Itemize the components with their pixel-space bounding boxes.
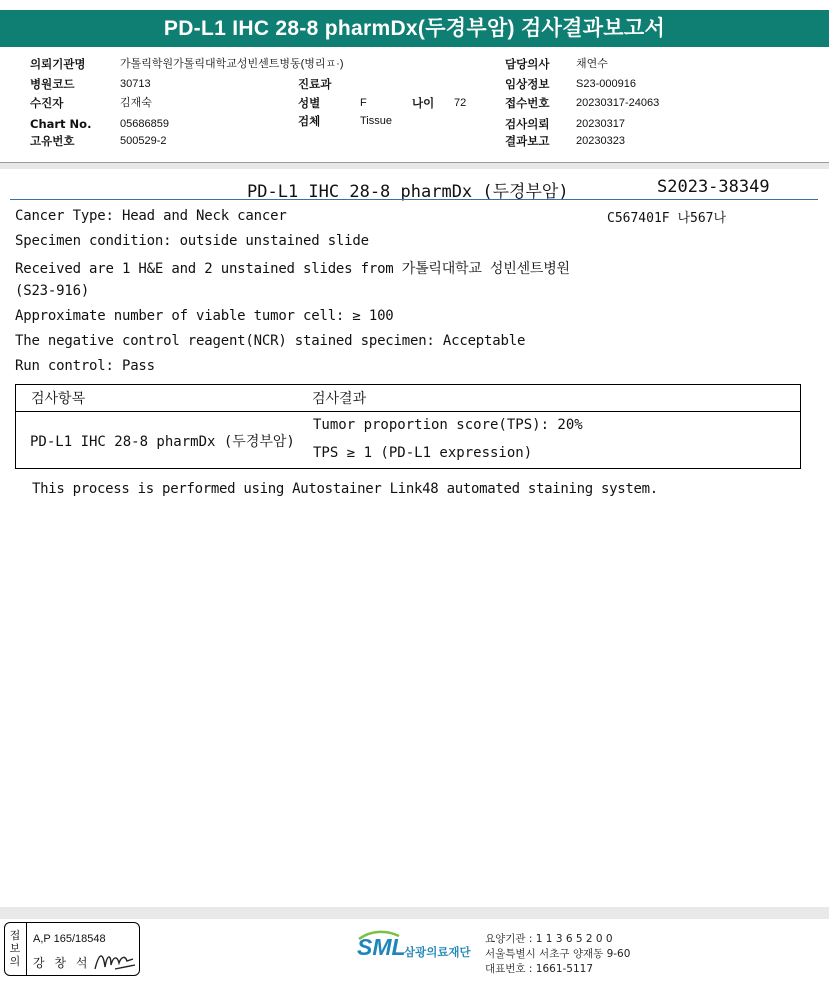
- table-result-expression: TPS ≥ 1 (PD-L1 expression): [313, 445, 533, 461]
- table-header-divider: [16, 411, 800, 412]
- institution-value: 가톨릭학원가톨릭대학교성빈센트병동(병리ㅍ·): [120, 58, 344, 70]
- table-result-tps: Tumor proportion score(TPS): 20%: [313, 417, 583, 433]
- receipt-no-label: 접수번호: [505, 96, 550, 110]
- stamp-separator: [26, 923, 27, 975]
- phone-number: 대표번호 : 1661-5117: [485, 963, 594, 975]
- specimen-label: 검체: [298, 114, 321, 128]
- receipt-no-value: 20230317-24063: [576, 97, 660, 109]
- table-header-result: 검사결과: [312, 391, 367, 407]
- received-line: Received are 1 H&E and 2 unstained slides from 가톨릭대학교 성빈센트병원: [15, 261, 570, 277]
- tumor-cell-line: Approximate number of viable tumor cell: ≥ 100: [15, 308, 394, 324]
- specimen-condition-line: Specimen condition: outside unstained slide: [15, 233, 369, 249]
- sex-value: F: [360, 97, 367, 109]
- age-value: 72: [454, 97, 467, 109]
- doctor-label: 담당의사: [505, 57, 550, 71]
- ncr-line: The negative control reagent(NCR) stained specimen: Acceptable: [15, 333, 526, 349]
- signature-icon: [93, 947, 137, 973]
- cancer-type-line: Cancer Type: Head and Neck cancer: [15, 208, 287, 224]
- process-note: This process is performed using Autostainer Link48 automated staining system.: [32, 481, 658, 497]
- address: 서울특별시 서초구 양재동 9-60: [485, 948, 631, 960]
- patient-label: 수진자: [30, 96, 64, 110]
- title-underline: [10, 199, 818, 200]
- institution-code: 요양기관 : 1 1 3 6 5 2 0 0: [485, 933, 613, 945]
- run-control-line: Run control: Pass: [15, 358, 155, 374]
- request-date-label: 검사의뢰: [505, 117, 550, 131]
- table-item-cell: PD-L1 IHC 28-8 pharmDx (두경부암): [30, 434, 295, 450]
- request-date-value: 20230317: [576, 118, 625, 130]
- report-title: PD-L1 IHC 28-8 pharmDx(두경부암) 검사결과보고서: [0, 10, 829, 47]
- doctor-value: 채연수: [576, 58, 608, 70]
- unique-no-value: 500529-2: [120, 135, 167, 147]
- department-label: 진료과: [298, 77, 332, 91]
- logo-korean-name: 삼광의료재단: [404, 945, 471, 959]
- institution-label: 의뢰기관명: [30, 57, 86, 71]
- sex-label: 성별: [298, 96, 321, 110]
- specimen-code: C567401F 나567나: [607, 211, 727, 226]
- chart-no-value: 05686859: [120, 118, 169, 130]
- stamp-license: A,P 165/18548: [33, 933, 106, 945]
- hospital-code-value: 30713: [120, 78, 151, 90]
- pathologist-stamp: [4, 922, 140, 976]
- patient-value: 김재숙: [120, 97, 152, 109]
- test-title: PD-L1 IHC 28-8 pharmDx (두경부암): [247, 182, 569, 202]
- header-shadow: [0, 163, 829, 169]
- result-table: [15, 384, 801, 469]
- specimen-value: Tissue: [360, 115, 392, 127]
- table-header-item: 검사항목: [31, 391, 86, 407]
- case-number-line: (S23-916): [15, 283, 90, 299]
- hospital-code-label: 병원코드: [30, 77, 75, 91]
- footer-band: [0, 907, 829, 919]
- report-date-value: 20230323: [576, 135, 625, 147]
- age-label: 나이: [412, 96, 435, 110]
- sml-logo: [357, 930, 477, 970]
- report-number: S2023-38349: [657, 177, 770, 197]
- unique-no-label: 고유번호: [30, 134, 75, 148]
- report-date-label: 결과보고: [505, 134, 550, 148]
- chart-no-label: Chart No.: [30, 117, 92, 131]
- logo-text: SML: [357, 934, 406, 960]
- stamp-label: 접보의: [9, 929, 21, 968]
- clinical-info-value: S23-000916: [576, 78, 636, 90]
- stamp-name: 강 창 석: [33, 956, 91, 970]
- clinical-info-label: 임상정보: [505, 77, 550, 91]
